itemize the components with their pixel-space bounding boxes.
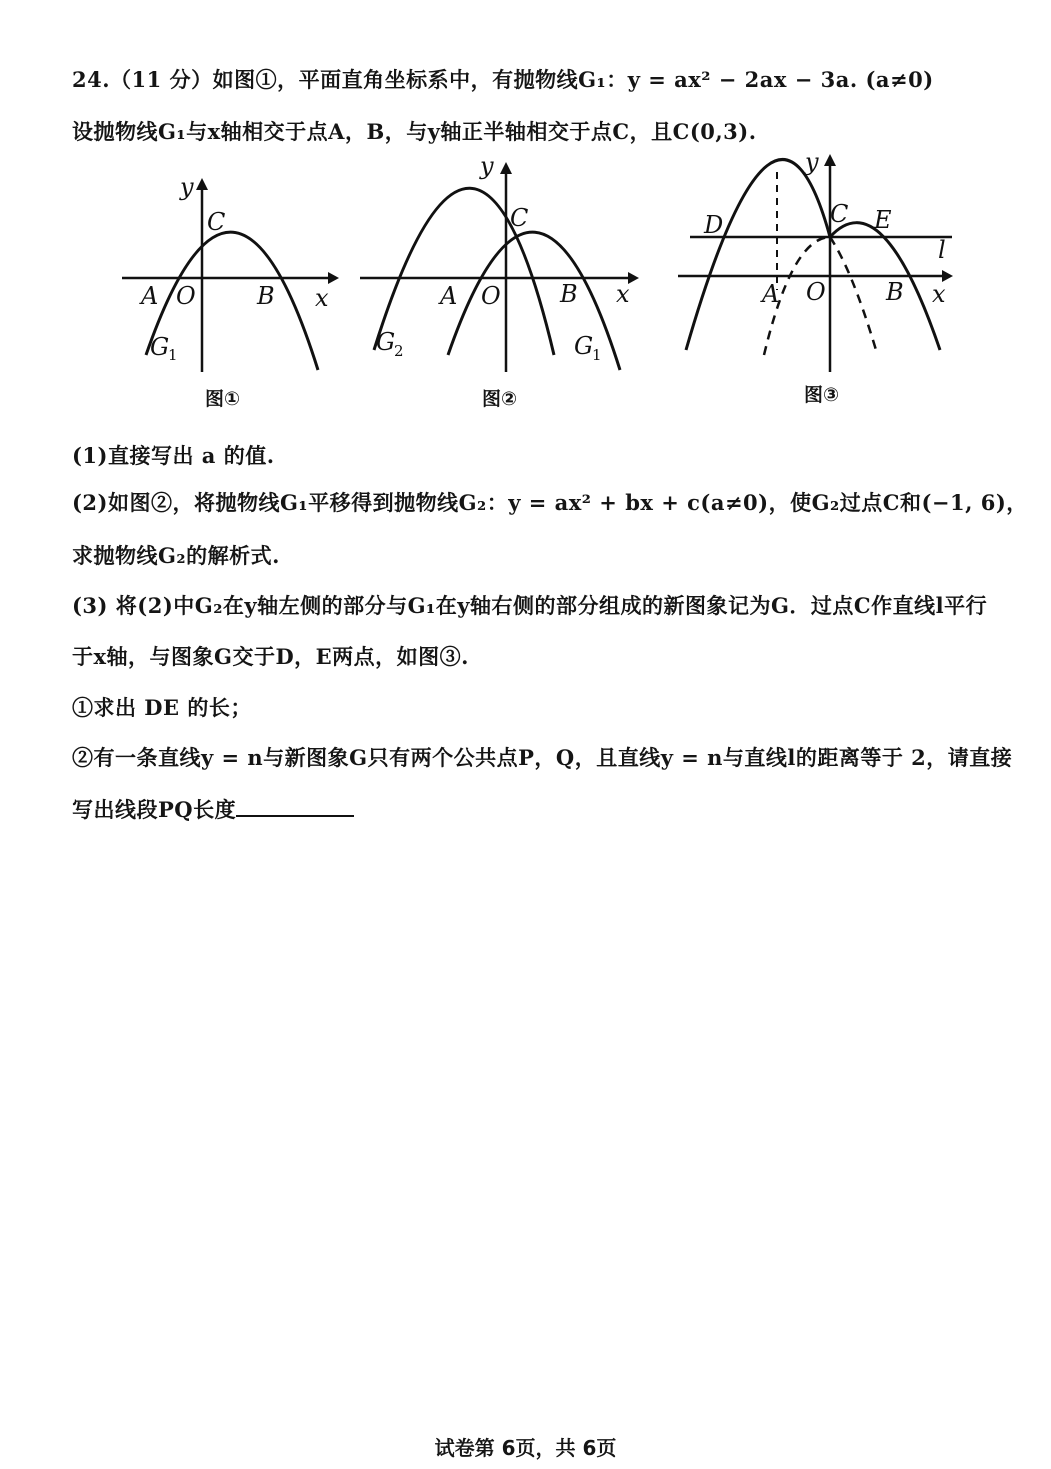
x-axis-arrow — [628, 272, 639, 284]
label-a: A — [141, 282, 159, 310]
label-c: C — [207, 208, 226, 236]
label-c: C — [510, 204, 529, 232]
question-3-line-2: 于x轴，与图象G交于D，E两点，如图③. — [72, 644, 469, 669]
label-x: x — [315, 284, 329, 312]
label-a: A — [440, 282, 458, 310]
question-3-line-1: (3) 将(2)中G₂在y轴左侧的部分与G₁在y轴右侧的部分组成的新图象记为G．过点C作直线l平行 — [72, 593, 988, 618]
graph-g-left — [686, 160, 830, 350]
label-x: x — [932, 280, 946, 308]
graph-g-right — [830, 223, 940, 350]
figure-3 — [672, 150, 962, 384]
label-g2-sub: 2 — [394, 342, 404, 360]
y-axis-arrow — [500, 162, 512, 174]
figure-2-caption: 图② — [482, 388, 518, 410]
question-3-sub-2-text: 写出线段PQ长度 — [72, 797, 237, 822]
label-o: O — [176, 282, 196, 310]
label-g2: G — [376, 328, 396, 356]
label-b: B — [560, 280, 578, 308]
g2-right-dashed — [830, 237, 876, 350]
label-o: O — [806, 278, 826, 306]
figure-3-caption: 图③ — [804, 384, 840, 406]
label-g1-sub: 1 — [592, 346, 602, 364]
figure-1-graph — [110, 150, 340, 380]
label-g1: G — [150, 333, 170, 361]
label-g1: G — [574, 332, 594, 360]
label-y: y — [480, 152, 494, 180]
question-3-sub-1: ①求出 DE 的长； — [72, 695, 252, 720]
problem-header: 24.（11 分）如图①，平面直角坐标系中，有抛物线G₁：y = ax² − 2ax − 3a. (a≠0) — [72, 67, 934, 92]
question-3-sub-2-line-2 — [72, 794, 354, 824]
figure-3-graph — [672, 150, 962, 380]
label-g1-sub: 1 — [168, 346, 178, 364]
label-e: E — [874, 206, 892, 234]
question-2-line-2: 求抛物线G₂的解析式. — [72, 543, 280, 568]
y-axis-arrow — [196, 178, 208, 190]
figure-1-caption: 图① — [205, 388, 241, 410]
y-axis-arrow — [824, 154, 836, 166]
figure-2-graph — [352, 150, 642, 380]
label-c: C — [830, 200, 849, 228]
label-x: x — [616, 280, 630, 308]
question-3-sub-2-line-1: ②有一条直线y = n与新图象G只有两个公共点P，Q，且直线y = n与直线l的距离等于 2，请直接 — [72, 745, 1013, 770]
answer-blank[interactable] — [236, 797, 354, 817]
page-footer: 试卷第 6页，共 6页 — [434, 1436, 617, 1460]
figure-2 — [352, 150, 642, 384]
label-a: A — [762, 280, 780, 308]
label-l: l — [938, 236, 946, 264]
question-2-line-1: (2)如图②，将抛物线G₁平移得到抛物线G₂：y = ax² + bx + c(a≠0)，使G₂过点C和(−1, 6)， — [72, 490, 1028, 515]
label-y: y — [805, 150, 819, 176]
x-axis-arrow — [328, 272, 339, 284]
label-b: B — [257, 282, 275, 310]
label-o: O — [481, 282, 501, 310]
label-y: y — [180, 173, 194, 201]
label-d: D — [704, 211, 724, 239]
problem-intro: 设抛物线G₁与x轴相交于点A，B，与y轴正半轴相交于点C，且C(0,3). — [72, 119, 757, 144]
question-1: (1)直接写出 a 的值. — [72, 443, 275, 468]
label-b: B — [886, 278, 904, 306]
figure-1 — [110, 150, 340, 384]
